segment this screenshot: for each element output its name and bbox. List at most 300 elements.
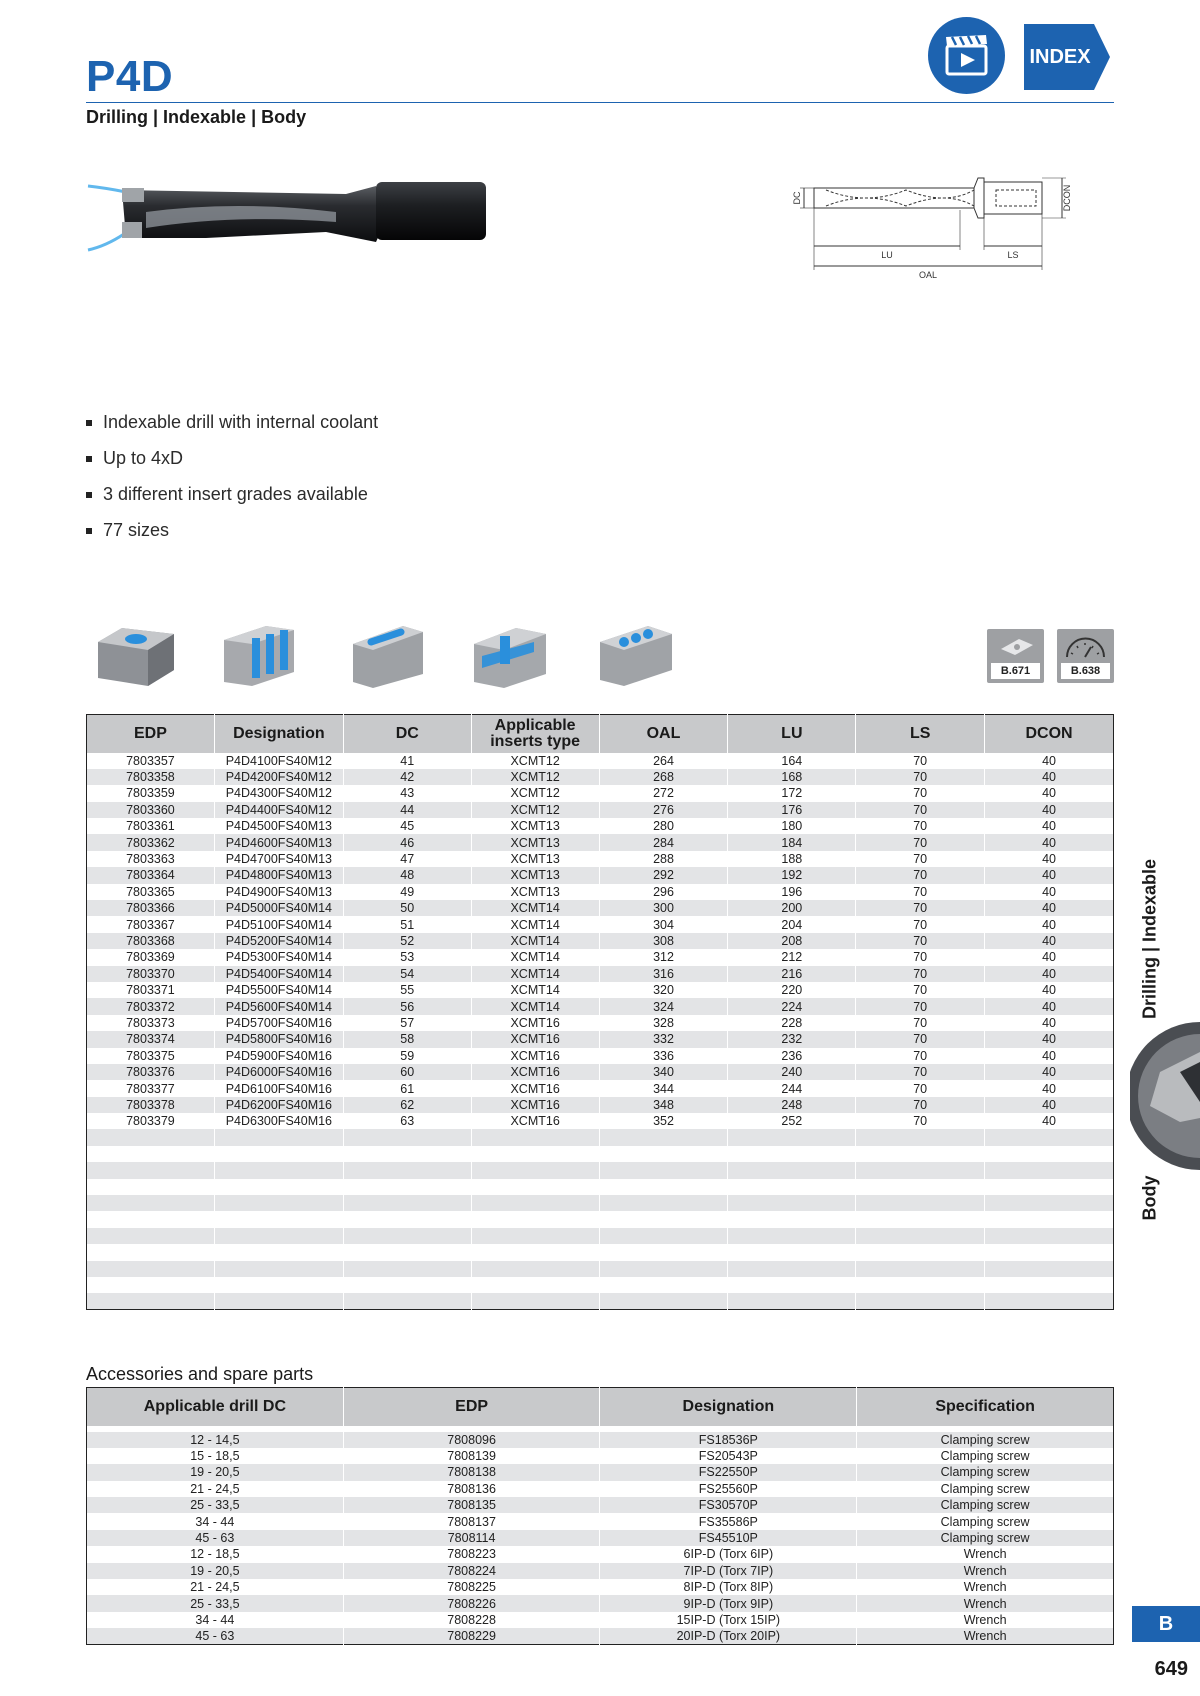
table-cell: XCMT14 — [471, 933, 599, 949]
empty-table-row — [87, 1146, 1114, 1162]
table-cell: XCMT13 — [471, 834, 599, 850]
table-row — [87, 1031, 1114, 1047]
accessories-table — [86, 1387, 1114, 1645]
table-cell: 276 — [599, 802, 728, 818]
table-cell: 7803375 — [87, 1048, 215, 1064]
table-cell: 352 — [599, 1113, 728, 1129]
table-cell: P4D5000FS40M14 — [214, 900, 343, 916]
empty-cell — [856, 1129, 985, 1145]
column-header: LS — [856, 715, 985, 753]
table-cell: 70 — [856, 966, 985, 982]
table-cell: 40 — [985, 1064, 1114, 1080]
table-cell: 40 — [985, 982, 1114, 998]
table-cell: 40 — [985, 802, 1114, 818]
insert-slots-icon — [218, 622, 308, 688]
table-cell: P4D5800FS40M16 — [214, 1031, 343, 1047]
table-cell: 9IP-D (Torx 9IP) — [600, 1595, 857, 1611]
table-cell: P4D5900FS40M16 — [214, 1048, 343, 1064]
table-cell: 70 — [856, 998, 985, 1014]
table-cell: 70 — [856, 1064, 985, 1080]
video-button[interactable] — [928, 17, 1005, 94]
empty-cell — [985, 1162, 1114, 1178]
table-cell: Wrench — [857, 1612, 1114, 1628]
empty-cell — [87, 1146, 215, 1162]
table-cell: 40 — [985, 900, 1114, 916]
table-cell: 7808228 — [343, 1612, 600, 1628]
empty-cell — [599, 1162, 728, 1178]
table-cell: 21 - 24,5 — [87, 1481, 344, 1497]
table-cell: P4D4200FS40M12 — [214, 769, 343, 785]
table-cell: 25 - 33,5 — [87, 1497, 344, 1513]
table-cell: 268 — [599, 769, 728, 785]
title-divider — [86, 102, 1114, 103]
table-cell: 7803368 — [87, 933, 215, 949]
empty-cell — [87, 1228, 215, 1244]
oal-label: OAL — [918, 270, 938, 280]
table-cell: 45 — [343, 818, 471, 834]
empty-cell — [856, 1146, 985, 1162]
table-cell: 244 — [728, 1080, 856, 1096]
empty-cell — [471, 1146, 599, 1162]
table-cell: 7808135 — [343, 1497, 600, 1513]
table-cell: 164 — [728, 753, 856, 769]
empty-table-row — [87, 1162, 1114, 1178]
table-cell: 7808139 — [343, 1448, 600, 1464]
table-row — [87, 1448, 1114, 1464]
table-cell: 40 — [985, 769, 1114, 785]
empty-cell — [87, 1277, 215, 1293]
table-cell: 7808229 — [343, 1628, 600, 1645]
empty-cell — [471, 1244, 599, 1260]
index-label: INDEX — [1029, 46, 1091, 68]
table-cell: 40 — [985, 818, 1114, 834]
empty-table-row — [87, 1129, 1114, 1145]
table-cell: P4D5600FS40M14 — [214, 998, 343, 1014]
empty-cell — [471, 1261, 599, 1277]
empty-cell — [599, 1228, 728, 1244]
table-cell: 7808225 — [343, 1579, 600, 1595]
table-cell: 180 — [728, 818, 856, 834]
empty-cell — [471, 1195, 599, 1211]
table-cell: 70 — [856, 785, 985, 801]
empty-table-row — [87, 1244, 1114, 1260]
empty-cell — [87, 1179, 215, 1195]
table-cell: 7803378 — [87, 1097, 215, 1113]
table-row — [87, 900, 1114, 916]
table-cell: 320 — [599, 982, 728, 998]
table-cell: 176 — [728, 802, 856, 818]
table-cell: P4D5400FS40M14 — [214, 966, 343, 982]
table-cell: 34 - 44 — [87, 1513, 344, 1529]
table-cell: 7808096 — [343, 1432, 600, 1448]
page-subtitle: Drilling | Indexable | Body — [86, 107, 307, 127]
empty-cell — [599, 1146, 728, 1162]
table-cell: 54 — [343, 966, 471, 982]
insert-oblong-slot-icon — [345, 622, 435, 688]
empty-cell — [343, 1293, 471, 1309]
empty-cell — [87, 1162, 215, 1178]
table-cell: XCMT13 — [471, 818, 599, 834]
lu-label: LU — [881, 250, 893, 260]
column-header: LU — [728, 715, 856, 753]
table-cell: P4D4400FS40M12 — [214, 802, 343, 818]
table-cell: 58 — [343, 1031, 471, 1047]
empty-cell — [728, 1211, 856, 1227]
table-cell: 57 — [343, 1015, 471, 1031]
table-cell: 70 — [856, 900, 985, 916]
table-cell: P4D4500FS40M13 — [214, 818, 343, 834]
empty-cell — [343, 1129, 471, 1145]
table-cell: 7803373 — [87, 1015, 215, 1031]
specification-table-body — [87, 753, 1114, 1310]
table-row — [87, 785, 1114, 801]
table-cell: 7803358 — [87, 769, 215, 785]
table-cell: 40 — [985, 916, 1114, 932]
table-cell: 7808137 — [343, 1513, 600, 1529]
table-cell: 7803379 — [87, 1113, 215, 1129]
table-cell: 70 — [856, 949, 985, 965]
empty-cell — [214, 1261, 343, 1277]
empty-cell — [599, 1129, 728, 1145]
table-cell: Clamping screw — [857, 1497, 1114, 1513]
table-cell: 47 — [343, 851, 471, 867]
empty-cell — [728, 1146, 856, 1162]
table-cell: XCMT12 — [471, 753, 599, 769]
table-cell: 300 — [599, 900, 728, 916]
page-title: P4D — [86, 52, 174, 101]
table-row — [87, 1612, 1114, 1628]
table-cell: 70 — [856, 834, 985, 850]
table-cell: 272 — [599, 785, 728, 801]
empty-cell — [985, 1261, 1114, 1277]
table-cell: 43 — [343, 785, 471, 801]
side-category-label — [1140, 854, 1160, 1024]
table-row — [87, 982, 1114, 998]
table-cell: P4D5100FS40M14 — [214, 916, 343, 932]
table-cell: Clamping screw — [857, 1448, 1114, 1464]
table-cell: XCMT12 — [471, 802, 599, 818]
empty-table-row — [87, 1211, 1114, 1227]
table-cell: 208 — [728, 933, 856, 949]
table-cell: 240 — [728, 1064, 856, 1080]
table-cell: 168 — [728, 769, 856, 785]
table-cell: 7803372 — [87, 998, 215, 1014]
table-cell: 48 — [343, 867, 471, 883]
empty-cell — [214, 1228, 343, 1244]
empty-cell — [856, 1195, 985, 1211]
table-row — [87, 949, 1114, 965]
table-cell: Clamping screw — [857, 1530, 1114, 1546]
table-cell: 8IP-D (Torx 8IP) — [600, 1579, 857, 1595]
table-cell: 40 — [985, 851, 1114, 867]
empty-cell — [87, 1293, 215, 1309]
table-cell: 15IP-D (Torx 15IP) — [600, 1612, 857, 1628]
table-cell: XCMT14 — [471, 966, 599, 982]
table-cell: 196 — [728, 884, 856, 900]
feature-item: 3 different insert grades available — [86, 480, 378, 516]
table-cell: 252 — [728, 1113, 856, 1129]
empty-cell — [214, 1179, 343, 1195]
table-row — [87, 916, 1114, 932]
empty-cell — [728, 1261, 856, 1277]
empty-cell — [985, 1129, 1114, 1145]
table-cell: XCMT13 — [471, 884, 599, 900]
table-cell: P4D4100FS40M12 — [214, 753, 343, 769]
table-cell: 70 — [856, 867, 985, 883]
table-cell: P4D6000FS40M16 — [214, 1064, 343, 1080]
table-cell: P4D6200FS40M16 — [214, 1097, 343, 1113]
table-cell: 40 — [985, 1113, 1114, 1129]
drill-tip-graphic — [1130, 1022, 1200, 1170]
empty-cell — [214, 1195, 343, 1211]
table-cell: 40 — [985, 1097, 1114, 1113]
table-cell: 19 - 20,5 — [87, 1563, 344, 1579]
table-cell: 228 — [728, 1015, 856, 1031]
table-cell: 7803376 — [87, 1064, 215, 1080]
table-cell: 70 — [856, 769, 985, 785]
table-cell: 288 — [599, 851, 728, 867]
table-cell: 70 — [856, 1015, 985, 1031]
table-cell: Wrench — [857, 1546, 1114, 1562]
table-cell: 70 — [856, 818, 985, 834]
table-row — [87, 1497, 1114, 1513]
table-cell: 200 — [728, 900, 856, 916]
table-cell: 40 — [985, 1048, 1114, 1064]
table-cell: 51 — [343, 916, 471, 932]
empty-cell — [599, 1277, 728, 1293]
table-cell: XCMT12 — [471, 785, 599, 801]
empty-cell — [856, 1179, 985, 1195]
empty-cell — [728, 1179, 856, 1195]
table-cell: 55 — [343, 982, 471, 998]
table-row — [87, 802, 1114, 818]
table-row — [87, 769, 1114, 785]
table-cell: 40 — [985, 1031, 1114, 1047]
table-cell: 40 — [985, 949, 1114, 965]
table-cell: 248 — [728, 1097, 856, 1113]
table-cell: Wrench — [857, 1579, 1114, 1595]
table-cell: 40 — [985, 867, 1114, 883]
table-cell: 21 - 24,5 — [87, 1579, 344, 1595]
table-cell: 70 — [856, 851, 985, 867]
table-cell: 25 - 33,5 — [87, 1595, 344, 1611]
table-cell: P4D4900FS40M13 — [214, 884, 343, 900]
table-cell: 15 - 18,5 — [87, 1448, 344, 1464]
table-cell: 7803374 — [87, 1031, 215, 1047]
table-row — [87, 834, 1114, 850]
table-cell: 7803371 — [87, 982, 215, 998]
table-cell: 60 — [343, 1064, 471, 1080]
table-row — [87, 1513, 1114, 1529]
section-badge: B — [1132, 1606, 1200, 1642]
empty-cell — [343, 1146, 471, 1162]
empty-cell — [856, 1228, 985, 1244]
empty-cell — [728, 1244, 856, 1260]
side-subcategory-label — [1140, 1168, 1160, 1228]
table-cell: 70 — [856, 982, 985, 998]
column-header: EDP — [343, 1388, 600, 1426]
column-header: Specification — [857, 1388, 1114, 1426]
table-cell: 42 — [343, 769, 471, 785]
table-cell: 172 — [728, 785, 856, 801]
table-cell: XCMT12 — [471, 769, 599, 785]
table-cell: P4D4700FS40M13 — [214, 851, 343, 867]
empty-cell — [856, 1211, 985, 1227]
table-cell: 7803377 — [87, 1080, 215, 1096]
drill-product-photo — [86, 172, 546, 262]
table-cell: 50 — [343, 900, 471, 916]
table-cell: XCMT16 — [471, 1064, 599, 1080]
empty-cell — [471, 1162, 599, 1178]
table-cell: 46 — [343, 834, 471, 850]
empty-cell — [599, 1293, 728, 1309]
empty-cell — [985, 1179, 1114, 1195]
table-cell: 20IP-D (Torx 20IP) — [600, 1628, 857, 1645]
empty-cell — [471, 1293, 599, 1309]
table-cell: 232 — [728, 1031, 856, 1047]
table-cell: 49 — [343, 884, 471, 900]
empty-cell — [599, 1244, 728, 1260]
table-row — [87, 1628, 1114, 1645]
feature-item: 77 sizes — [86, 516, 378, 552]
empty-cell — [87, 1211, 215, 1227]
table-row — [87, 966, 1114, 982]
column-header: OAL — [599, 715, 728, 753]
empty-cell — [343, 1277, 471, 1293]
table-row — [87, 1464, 1114, 1480]
empty-cell — [214, 1146, 343, 1162]
table-cell: FS22550P — [600, 1464, 857, 1480]
empty-cell — [985, 1293, 1114, 1309]
table-cell: 59 — [343, 1048, 471, 1064]
table-cell: 7803361 — [87, 818, 215, 834]
empty-cell — [214, 1211, 343, 1227]
table-cell: 7803357 — [87, 753, 215, 769]
table-cell: FS20543P — [600, 1448, 857, 1464]
insert-square-hole-icon — [90, 622, 180, 688]
column-header: Applicable inserts type — [471, 715, 599, 753]
table-cell: 7808226 — [343, 1595, 600, 1611]
table-cell: 348 — [599, 1097, 728, 1113]
empty-cell — [343, 1244, 471, 1260]
table-cell: 70 — [856, 1097, 985, 1113]
empty-cell — [87, 1261, 215, 1277]
reference-label: B.671 — [991, 663, 1040, 679]
empty-cell — [87, 1244, 215, 1260]
empty-cell — [728, 1195, 856, 1211]
table-cell: P4D5500FS40M14 — [214, 982, 343, 998]
table-cell: XCMT14 — [471, 916, 599, 932]
column-header: Designation — [600, 1388, 857, 1426]
empty-cell — [214, 1293, 343, 1309]
insert-cross-channel-icon — [470, 622, 560, 688]
table-cell: 344 — [599, 1080, 728, 1096]
side-category-text: Drilling | Indexable — [1139, 858, 1160, 1020]
table-cell: P4D6300FS40M16 — [214, 1113, 343, 1129]
table-cell: 45 - 63 — [87, 1628, 344, 1645]
column-header: DCON — [985, 715, 1114, 753]
video-clapper-icon — [928, 17, 1005, 94]
table-cell: 292 — [599, 867, 728, 883]
table-cell: 308 — [599, 933, 728, 949]
insert-three-holes-icon — [594, 622, 684, 688]
column-header: Designation — [214, 715, 343, 753]
table-cell: FS25560P — [600, 1481, 857, 1497]
table-cell: FS18536P — [600, 1432, 857, 1448]
table-cell: 70 — [856, 884, 985, 900]
table-cell: 7803364 — [87, 867, 215, 883]
table-cell: Wrench — [857, 1595, 1114, 1611]
accessories-title: Accessories and spare parts — [86, 1364, 314, 1384]
table-cell: 70 — [856, 1113, 985, 1129]
table-cell: XCMT16 — [471, 1048, 599, 1064]
empty-cell — [985, 1277, 1114, 1293]
accessories-table-body — [87, 1426, 1114, 1645]
table-cell: 312 — [599, 949, 728, 965]
column-header: EDP — [87, 715, 215, 753]
empty-table-row — [87, 1179, 1114, 1195]
specification-table — [86, 714, 1114, 1310]
side-subcategory-text: Body — [1139, 1175, 1160, 1221]
dimension-drawing — [786, 176, 1096, 286]
empty-cell — [214, 1277, 343, 1293]
empty-cell — [728, 1129, 856, 1145]
empty-cell — [985, 1244, 1114, 1260]
index-button[interactable] — [1024, 24, 1110, 90]
empty-table-row — [87, 1277, 1114, 1293]
table-cell: 53 — [343, 949, 471, 965]
reference-label: B.638 — [1061, 663, 1110, 679]
table-cell: Clamping screw — [857, 1513, 1114, 1529]
table-cell: 7803369 — [87, 949, 215, 965]
table-cell: 40 — [985, 834, 1114, 850]
table-row — [87, 753, 1114, 769]
reference-insert-page[interactable] — [987, 629, 1044, 683]
table-cell: 70 — [856, 1080, 985, 1096]
table-cell: Wrench — [857, 1563, 1114, 1579]
table-cell: 70 — [856, 1031, 985, 1047]
table-cell: 70 — [856, 802, 985, 818]
table-cell: 316 — [599, 966, 728, 982]
gauge-icon — [1057, 629, 1114, 665]
ls-label: LS — [1007, 250, 1019, 260]
table-cell: 7808224 — [343, 1563, 600, 1579]
empty-table-row — [87, 1228, 1114, 1244]
table-cell: 204 — [728, 916, 856, 932]
table-cell: XCMT13 — [471, 851, 599, 867]
table-cell: 340 — [599, 1064, 728, 1080]
empty-cell — [728, 1228, 856, 1244]
empty-cell — [471, 1228, 599, 1244]
table-cell: XCMT14 — [471, 982, 599, 998]
reference-speed-page[interactable] — [1057, 629, 1114, 683]
table-row — [87, 1563, 1114, 1579]
table-row — [87, 1546, 1114, 1562]
dcon-label: DCON — [1062, 184, 1072, 212]
table-cell: Clamping screw — [857, 1464, 1114, 1480]
empty-cell — [856, 1293, 985, 1309]
table-row — [87, 1530, 1114, 1546]
table-row — [87, 1080, 1114, 1096]
empty-table-row — [87, 1195, 1114, 1211]
table-cell: 12 - 18,5 — [87, 1546, 344, 1562]
table-cell: 40 — [985, 753, 1114, 769]
table-cell: 7803359 — [87, 785, 215, 801]
table-cell: XCMT16 — [471, 1031, 599, 1047]
empty-cell — [599, 1261, 728, 1277]
page-number: 649 — [1154, 1658, 1188, 1680]
table-cell: 212 — [728, 949, 856, 965]
